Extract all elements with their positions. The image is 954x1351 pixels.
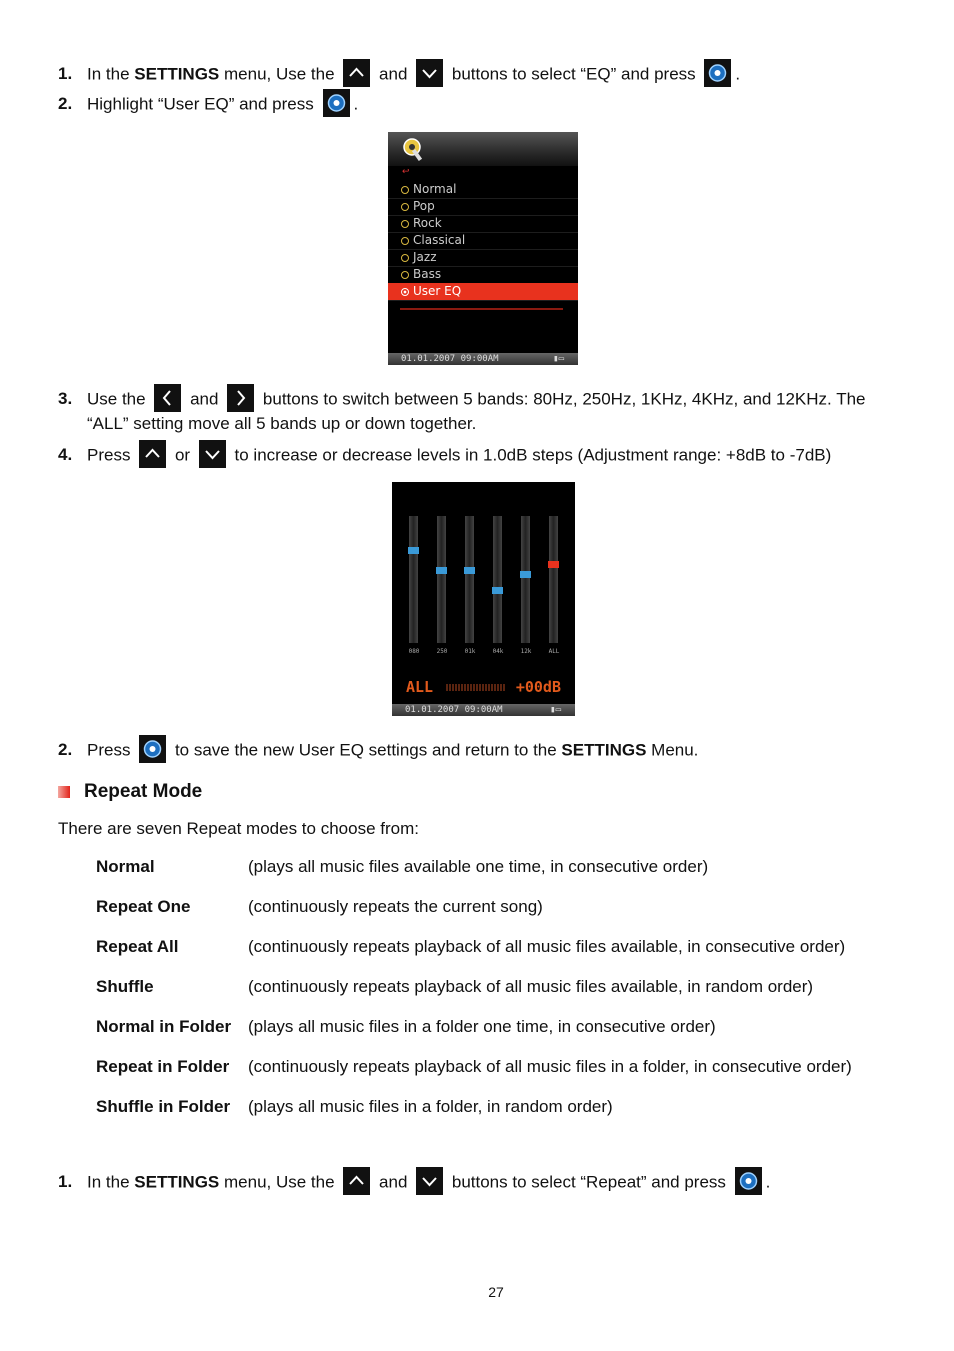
band-label: 12k <box>520 648 532 655</box>
and-text: and <box>379 1172 408 1192</box>
band-label: 080 <box>408 648 420 655</box>
step-text: Press <box>87 445 131 465</box>
settings-gear-icon <box>400 135 430 163</box>
date-time: 01.01.2007 09:00AM <box>401 354 499 364</box>
band-label: 01k <box>464 648 476 655</box>
eq-option[interactable]: Classical <box>388 232 578 250</box>
step-text: buttons to switch between 5 bands: 80Hz, 250Hz, 1KHz, 4KHz, and 12KHz. The <box>262 389 866 409</box>
step-eq-1 <box>58 61 740 89</box>
up-button-icon <box>343 1167 370 1195</box>
and-text: and <box>379 64 408 84</box>
slider-knob[interactable] <box>408 547 419 554</box>
left-button-icon <box>154 384 181 412</box>
lock-battery-icon: ▮▭ <box>550 705 561 715</box>
settings-label: SETTINGS <box>134 1172 220 1192</box>
user-eq-screenshot <box>392 482 575 716</box>
up-button-icon <box>139 440 166 468</box>
step-text: buttons to select “Repeat” and press <box>451 1172 726 1192</box>
right-button-icon <box>227 384 254 412</box>
enter-button-icon <box>735 1167 762 1195</box>
eq-slider[interactable] <box>409 516 418 643</box>
step-repeat-1 <box>58 1169 770 1197</box>
step-number: 1. <box>58 64 73 84</box>
band-label: ALL <box>548 648 560 655</box>
step-text: to save the new User EQ settings and return to the <box>174 740 562 760</box>
slider-knob[interactable] <box>436 567 447 574</box>
step-text: menu, Use the <box>219 1172 340 1192</box>
step-number: 4. <box>58 445 73 465</box>
step-band-4 <box>58 442 831 470</box>
eq-option[interactable]: Rock <box>388 215 578 233</box>
step-eq-2 <box>58 91 358 119</box>
period: . <box>735 64 741 84</box>
section-bullet-icon <box>58 786 70 798</box>
up-button-icon <box>343 59 370 87</box>
lock-battery-icon: ▮▭ <box>553 354 564 364</box>
step-number: 1. <box>58 1172 73 1192</box>
eq-slider[interactable] <box>493 516 502 643</box>
slider-knob[interactable] <box>492 587 503 594</box>
step-text: Highlight “User EQ” and press <box>87 94 314 114</box>
period: . <box>353 94 359 114</box>
band-label: 04k <box>492 648 504 655</box>
eq-slider[interactable] <box>437 516 446 643</box>
back-arrow-icon: ↩ <box>402 166 410 176</box>
settings-label: SETTINGS <box>134 64 220 84</box>
intro-text: There are seven Repeat modes to choose from: <box>58 819 419 838</box>
step-text: menu, Use the <box>219 64 340 84</box>
slider-knob[interactable] <box>520 571 531 578</box>
section-heading: Repeat Mode <box>84 781 203 802</box>
eq-option[interactable]: Pop <box>388 198 578 216</box>
step-text: In the <box>87 1172 135 1192</box>
down-button-icon <box>416 59 443 87</box>
band-label: 250 <box>436 648 448 655</box>
step-number: 2. <box>58 740 73 760</box>
eq-option-selected[interactable]: User EQ <box>388 283 578 301</box>
step-text: In the <box>87 64 135 84</box>
step-number: 3. <box>58 389 73 409</box>
eq-option[interactable]: Normal <box>388 181 578 199</box>
eq-option[interactable]: Bass <box>388 266 578 284</box>
eq-slider[interactable] <box>521 516 530 643</box>
settings-label: SETTINGS <box>561 740 647 760</box>
step-number: 2. <box>58 94 73 114</box>
eq-slider[interactable] <box>465 516 474 643</box>
level-value: +00dB <box>515 678 561 696</box>
step-text: buttons to select “EQ” and press <box>451 64 696 84</box>
step-band-3 <box>58 386 866 414</box>
step-text: Use the <box>87 389 146 409</box>
band-name: ALL <box>406 678 434 696</box>
eq-menu-screenshot <box>388 132 578 365</box>
eq-slider-all[interactable] <box>549 516 558 643</box>
down-button-icon <box>199 440 226 468</box>
enter-button-icon <box>139 735 166 763</box>
status-bar <box>392 704 575 716</box>
or-text: or <box>174 445 191 465</box>
page-number: 27 <box>488 1284 504 1300</box>
enter-button-icon <box>323 89 350 117</box>
settings-header <box>388 132 578 166</box>
step-text: Menu. <box>646 740 699 760</box>
divider <box>400 308 563 310</box>
date-time: 01.01.2007 09:00AM <box>405 705 503 715</box>
status-bar <box>388 353 578 365</box>
step-text-continued: “ALL” setting move all 5 bands up or down together. <box>87 414 477 433</box>
step-save <box>58 737 698 765</box>
and-text: and <box>190 389 219 409</box>
eq-option[interactable]: Jazz <box>388 249 578 267</box>
eq-level-display <box>402 678 565 696</box>
slider-knob-selected[interactable] <box>548 561 559 568</box>
period: . <box>765 1172 771 1192</box>
step-text: to increase or decrease levels in 1.0dB steps (Adjustment range: +8dB to -7dB) <box>234 445 832 465</box>
step-text: Press <box>87 740 131 760</box>
down-button-icon <box>416 1167 443 1195</box>
slider-knob[interactable] <box>464 567 475 574</box>
enter-button-icon <box>704 59 731 87</box>
